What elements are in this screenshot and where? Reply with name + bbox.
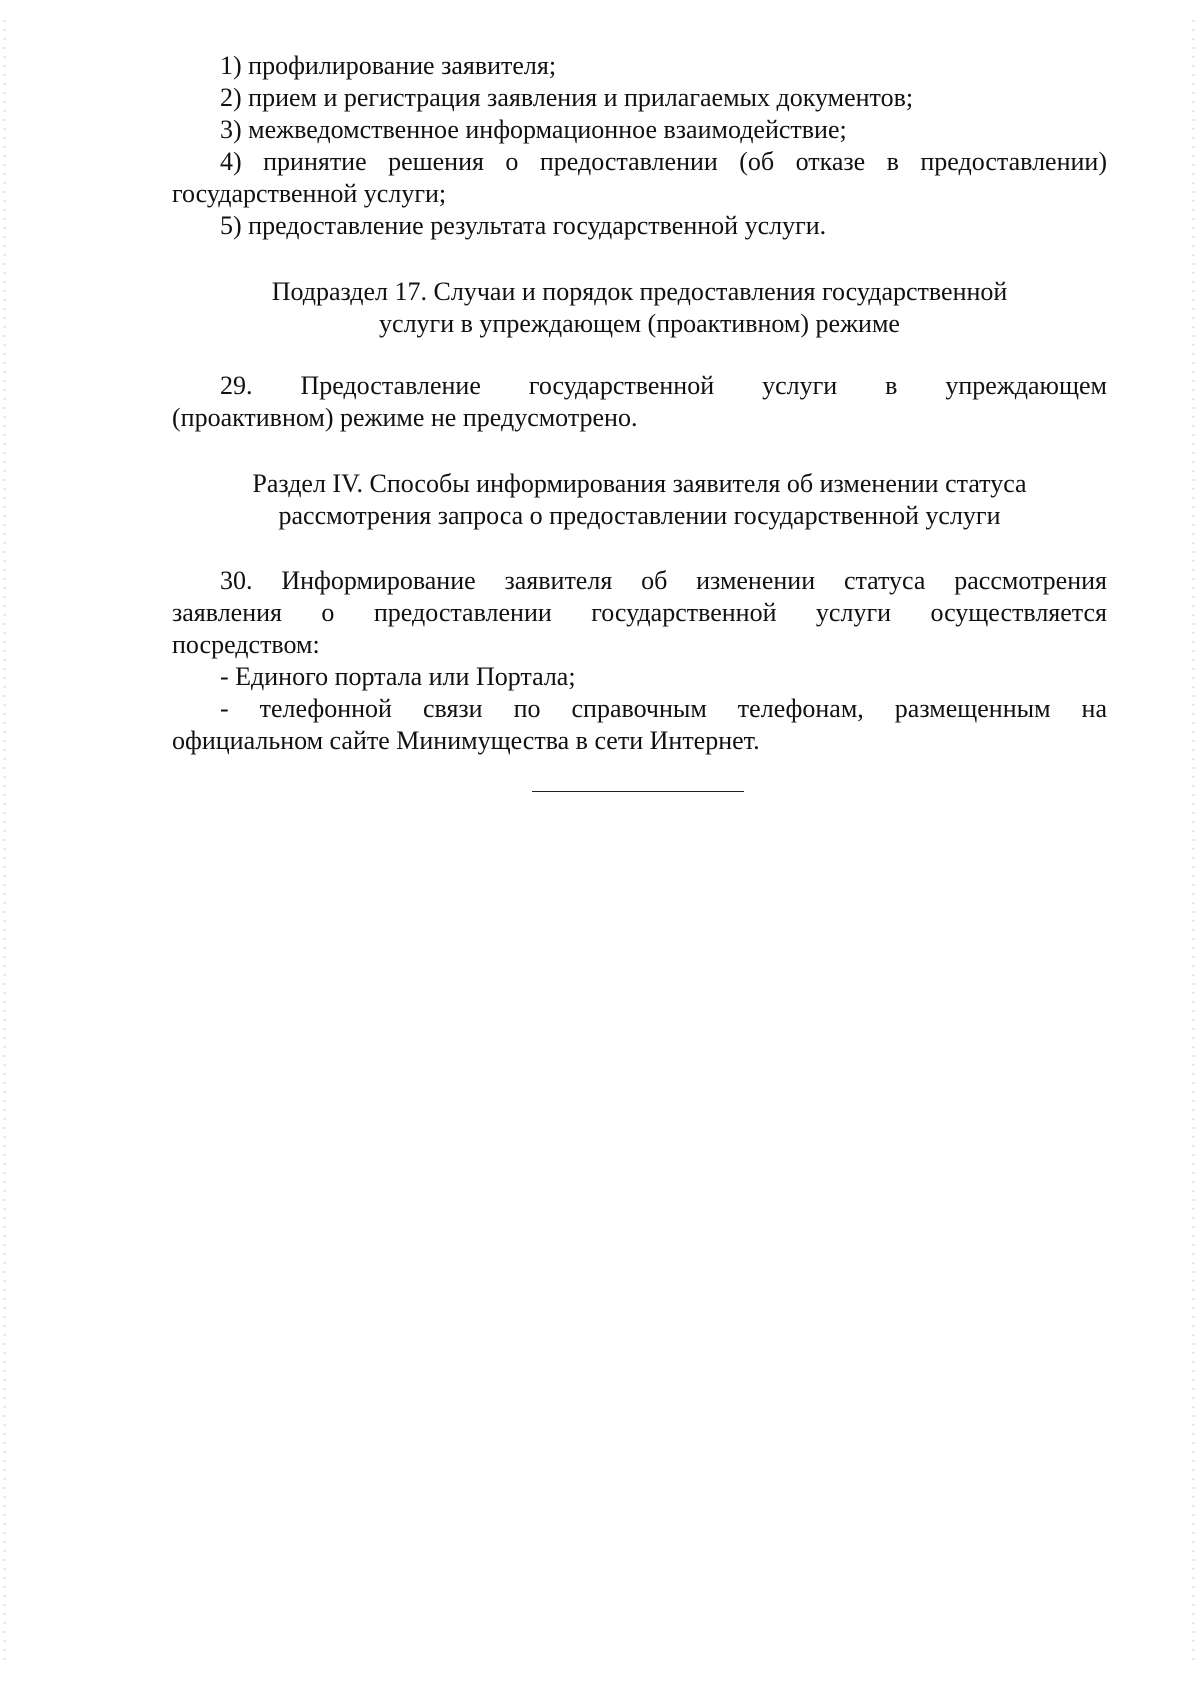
section-4-heading-line-1: Раздел IV. Способы информирования заявителя об изменении статуса — [252, 469, 1027, 498]
list-item: 2) прием и регистрация заявления и прилагаемых документов; — [220, 83, 914, 112]
paragraph-30-line-3: посредством: — [172, 630, 320, 659]
list-item-4-line-1: 4) принятие решения о предоставлении (об отказе в предоставлении) — [220, 147, 1107, 176]
list-item: 1) профилирование заявителя; — [220, 51, 557, 80]
paragraph-29 — [172, 370, 1107, 434]
subsection-17-heading — [172, 276, 1107, 340]
scan-edge-right — [1192, 20, 1195, 1660]
section-4-heading — [172, 468, 1107, 532]
list-item: 3) межведомственное информационное взаимодействие; — [220, 115, 847, 144]
paragraph-29-line-1: 29. Предоставление государственной услуги в упреждающем — [220, 371, 1107, 400]
paragraph-29-line-2: (проактивном) режиме не предусмотрено. — [172, 403, 638, 432]
paragraph-30-line-1: 30. Информирование заявителя об изменении статуса рассмотрения — [220, 566, 1107, 595]
scan-edge-left — [3, 20, 6, 1660]
subsection-17-heading-line-1: Подраздел 17. Случаи и порядок предоставления государственной — [271, 277, 1008, 306]
procedure-list — [172, 50, 1107, 242]
paragraph-30 — [172, 565, 1107, 757]
list-item-4-line-2: государственной услуги; — [172, 179, 447, 208]
subsection-17-heading-line-2: услуги в упреждающем (проактивном) режиме — [379, 309, 900, 338]
list-item-5: 5) предоставление результата государственной услуги. — [220, 211, 827, 240]
paragraph-30-line-2: заявления о предоставлении государственной услуги осуществляется — [172, 598, 1107, 627]
bullet-phone-line-1: - телефонной связи по справочным телефонам, размещенным на — [220, 694, 1107, 723]
section-4-heading-line-2: рассмотрения запроса о предоставлении государственной услуги — [278, 501, 1001, 530]
bullet-phone-line-2: официальном сайте Минимущества в сети Интернет. — [172, 726, 760, 755]
closing-divider — [532, 791, 744, 792]
bullet-portal: - Единого портала или Портала; — [220, 662, 576, 691]
